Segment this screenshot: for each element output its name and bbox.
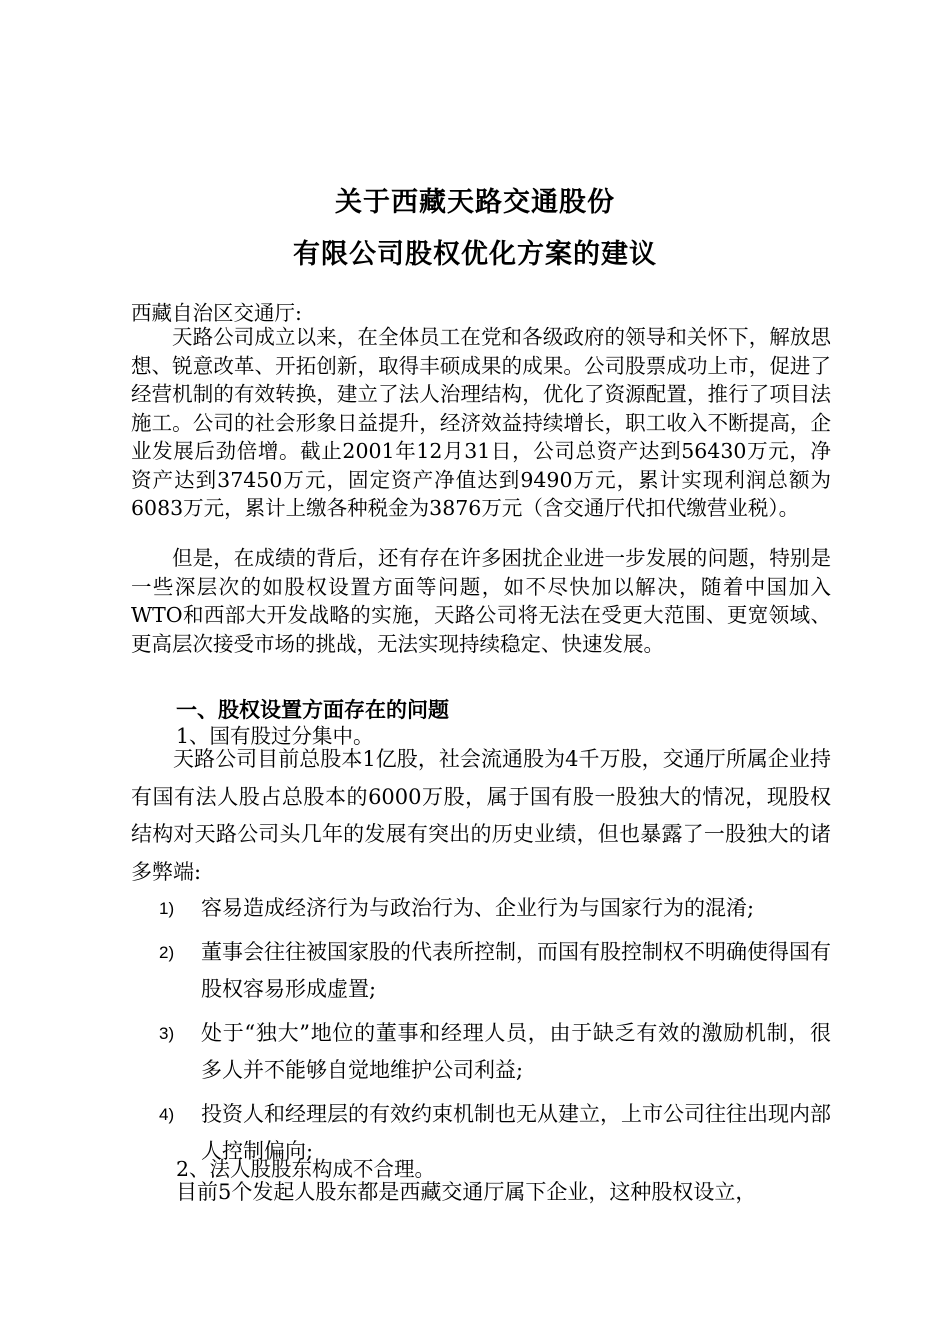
drawbacks-list: [131, 890, 831, 1177]
paragraph-ownership: 天路公司目前总股本1亿股，社会流通股为4千万股，交通厅所属企业持有国有法人股占总股本的6000万股，属于国有股一股独大的情况，现股权结构对天路公司头几年的发展有突出的历史业绩，但也暴露了一股独大的诸多弊端:: [131, 747, 831, 884]
paragraph-achievements: 天路公司成立以来，在全体员工在党和各级政府的领导和关怀下，解放思想、锐意改革、开拓创新，取得丰硕成果的成果。公司股票成功上市，促进了经营机制的有效转换，建立了法人治理结构，优化了资源配置，推行了项目法施工。公司的社会形象日益提升，经济效益持续增长，职工收入不断提高，企业发展后劲倍增。截止2001年12月31日，公司总资产达到56430万元，净资产达到37450万元，固定资产净值达到9490万元，累计实现利润总额为6083万元，累计上缴各种税金为3876万元（含交通厅代扣代缴营业税）。: [131, 325, 831, 520]
salutation: 西藏自治区交通厅:: [131, 301, 302, 325]
title-line-2: 有限公司股权优化方案的建议: [293, 239, 657, 270]
list-item-text: 投资人和经理层的有效约束机制也无从建立，上市公司往往出现内部人控制偏向;: [201, 1101, 831, 1163]
list-item-text: 董事会往往被国家股的代表所控制，而国有股控制权不明确使得国有股权容易形成虚置;: [201, 939, 831, 1001]
list-item-number: 4): [159, 1104, 175, 1124]
subheading-1: 1、国有股过分集中。: [176, 724, 374, 748]
title-line-1: 关于西藏天路交通股份: [335, 187, 615, 218]
list-item-number: 3): [159, 1023, 175, 1043]
list-item-number: 2): [159, 942, 175, 962]
subheading-2: 2、法人股股东构成不合理。: [176, 1157, 436, 1181]
list-item: [131, 1015, 831, 1090]
paragraph-problems: 但是，在成绩的背后，还有存在许多困扰企业进一步发展的问题，特别是一些深层次的如股权设置方面等问题，如不尽快加以解决，随着中国加入WTO和西部大开发战略的实施，天路公司将无法在受更大范围、更宽领域、更高层次接受市场的挑战，无法实现持续稳定、快速发展。: [131, 546, 831, 656]
list-item-text: 处于“独大”地位的董事和经理人员，由于缺乏有效的激励机制，很多人并不能够自觉地维护公司利益;: [201, 1020, 831, 1082]
list-item: [131, 890, 831, 928]
list-item: [131, 934, 831, 1009]
section-heading: 一、股权设置方面存在的问题: [176, 698, 449, 722]
list-item-number: 1): [159, 899, 175, 918]
list-item-text: 容易造成经济行为与政治行为、企业行为与国家行为的混淆;: [201, 896, 755, 920]
paragraph-shareholders: 目前5个发起人股东都是西藏交通厅属下企业，这种股权设立，: [176, 1180, 757, 1204]
